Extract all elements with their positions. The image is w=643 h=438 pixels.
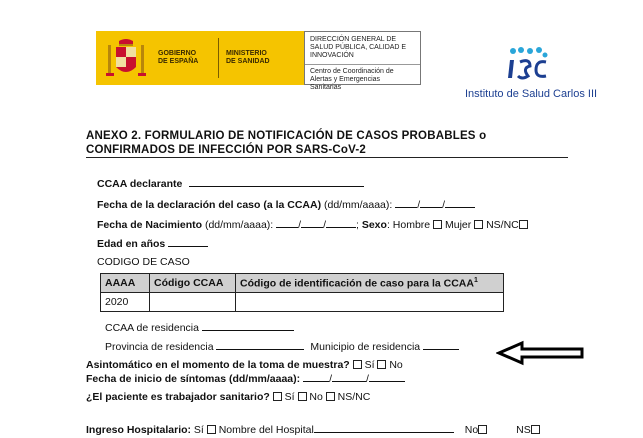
coat-of-arms-icon: [104, 37, 148, 81]
cell-codigo-identificacion[interactable]: [236, 293, 504, 312]
codigo-caso-table: [100, 273, 504, 312]
codigo-caso-label: CODIGO DE CASO: [97, 256, 190, 268]
fecha-nacimiento-day-field[interactable]: [276, 218, 298, 228]
isciii-name: Instituto de Salud Carlos III: [465, 88, 598, 100]
edad-field[interactable]: [168, 237, 208, 247]
municipio-residencia-field[interactable]: [423, 340, 459, 350]
ingreso-ns-checkbox[interactable]: [531, 425, 540, 434]
fecha-declaracion-row: Fecha de la declaración del caso (a la CCAA) (dd/mm/aaaa): / /: [97, 198, 475, 211]
edad-row: [97, 237, 208, 250]
footnote-mark: 1: [473, 276, 478, 284]
ccaa-residencia-row: [105, 321, 294, 334]
trabajador-sanitario-row: [86, 391, 370, 403]
asintomatico-no-label: No: [386, 359, 403, 371]
fecha-sintomas-year-field[interactable]: [369, 372, 405, 382]
fecha-sintomas-row: Fecha de inicio de síntomas (dd/mm/aaaa): / /: [86, 372, 405, 385]
residencia-row: [105, 340, 459, 353]
hombre-label: : Hombre: [386, 219, 434, 231]
trabajador-si-checkbox[interactable]: [273, 392, 282, 401]
ingreso-si-label: Sí: [191, 424, 207, 436]
fecha-nacimiento-year-field[interactable]: [326, 218, 356, 228]
fecha-nacimiento-row: Fecha de Nacimiento (dd/mm/aaaa): / / ; Sexo: Hombre Mujer NS/NC: [97, 218, 528, 231]
fecha-sintomas-month-field[interactable]: [332, 372, 366, 382]
fecha-declaracion-month-field[interactable]: [420, 198, 442, 208]
banner-divider: [218, 38, 219, 78]
fecha-sintomas-label: Fecha de inicio de síntomas (dd/mm/aaaa):: [86, 373, 301, 385]
cell-aaaa: 2020: [101, 293, 150, 312]
ingreso-ns-label: NS: [516, 424, 531, 436]
edad-label: Edad en años: [97, 238, 166, 250]
ccaa-declarante-label: CCAA declarante: [97, 178, 183, 190]
form-title-line2: CONFIRMADOS DE INFECCIÓN POR SARS-CoV-2: [86, 144, 366, 156]
ingreso-no-checkbox[interactable]: [478, 425, 487, 434]
mujer-label: Mujer: [442, 219, 475, 231]
sexo-nsnc-label: NS/NC: [483, 219, 519, 231]
fecha-nacimiento-format: (dd/mm/aaaa):: [202, 219, 277, 231]
ccaa-residencia-field[interactable]: [202, 321, 294, 331]
asintomatico-si-checkbox[interactable]: [353, 360, 362, 369]
gobierno-text: GOBIERNO DE ESPAÑA: [158, 50, 199, 65]
gobierno-banner: [96, 31, 304, 85]
ccaa-declarante-row: [97, 177, 364, 190]
arrow-left-icon: [496, 340, 586, 366]
trabajador-sanitario-label: ¿El paciente es trabajador sanitario?: [86, 391, 270, 403]
ccaes-line: Alertas y Emergencias: [310, 76, 381, 83]
fecha-nacimiento-month-field[interactable]: [301, 218, 323, 228]
municipio-residencia-label: Municipio de residencia: [310, 341, 421, 353]
provincia-residencia-field[interactable]: [216, 340, 304, 350]
header-codigo-identificacion-text: Código de identificación de caso para la CCAA: [240, 277, 474, 290]
dg-line: INNOVACIÓN: [310, 52, 354, 59]
fecha-declaracion-day-field[interactable]: [395, 198, 417, 208]
trabajador-nsnc-label: NS/NC: [334, 391, 371, 403]
ministerio-text: MINISTERIO DE SANIDAD: [226, 50, 270, 65]
fecha-declaracion-label: Fecha de la declaración del caso (a la CCAA): [97, 199, 322, 211]
asintomatico-label: Asintomático en el momento de la toma de muestra?: [86, 359, 350, 371]
header-codigo-identificacion: [236, 274, 504, 293]
table-header-row: [101, 274, 504, 293]
provincia-residencia-label: Provincia de residencia: [105, 341, 214, 353]
ingreso-si-checkbox[interactable]: [207, 425, 216, 434]
mujer-checkbox[interactable]: [474, 220, 483, 229]
asintomatico-si-label: Sí: [361, 359, 378, 371]
ccaes-line: Sanitarias: [310, 84, 342, 91]
ccaa-declarante-field[interactable]: [189, 177, 364, 187]
header-aaaa: AAAA: [101, 274, 150, 293]
trabajador-no-label: No: [306, 391, 326, 403]
trabajador-si-label: Sí: [281, 391, 298, 403]
fecha-sintomas-day-field[interactable]: [303, 372, 329, 382]
dg-separator: [305, 64, 420, 65]
ingreso-no-label: No: [464, 424, 479, 436]
asintomatico-row: [86, 359, 403, 371]
ccaa-residencia-label: CCAA de residencia: [105, 322, 199, 334]
nombre-hospital-label: Nombre del Hospital: [215, 424, 314, 436]
ingreso-hospitalario-label: Ingreso Hospitalario:: [86, 424, 192, 436]
title-rule: [86, 157, 568, 158]
fecha-nacimiento-label: Fecha de Nacimiento: [97, 219, 203, 231]
ccaes-line: Centro de Coordinación de: [310, 68, 394, 75]
cell-codigo-ccaa[interactable]: [150, 293, 236, 312]
table-row: [101, 293, 504, 312]
header-codigo-ccaa: Código CCAA: [150, 274, 236, 293]
sexo-nsnc-checkbox[interactable]: [519, 220, 528, 229]
hombre-checkbox[interactable]: [433, 220, 442, 229]
sexo-label: Sexo: [361, 219, 387, 231]
fecha-declaracion-format: (dd/mm/aaaa):: [321, 199, 396, 211]
dg-line: DIRECCIÓN GENERAL DE: [310, 36, 397, 43]
dg-line: SALUD PÚBLICA, CALIDAD E: [310, 44, 407, 51]
trabajador-no-checkbox[interactable]: [298, 392, 307, 401]
trabajador-nsnc-checkbox[interactable]: [326, 392, 335, 401]
isciii-logo-icon: [500, 46, 560, 86]
fecha-declaracion-year-field[interactable]: [445, 198, 475, 208]
ingreso-hospitalario-row: [86, 423, 540, 436]
direccion-general-box: [304, 31, 421, 91]
nombre-hospital-field[interactable]: [314, 423, 454, 433]
form-title-line1: ANEXO 2. FORMULARIO DE NOTIFICACIÓN DE CASOS PROBABLES o: [86, 130, 487, 142]
